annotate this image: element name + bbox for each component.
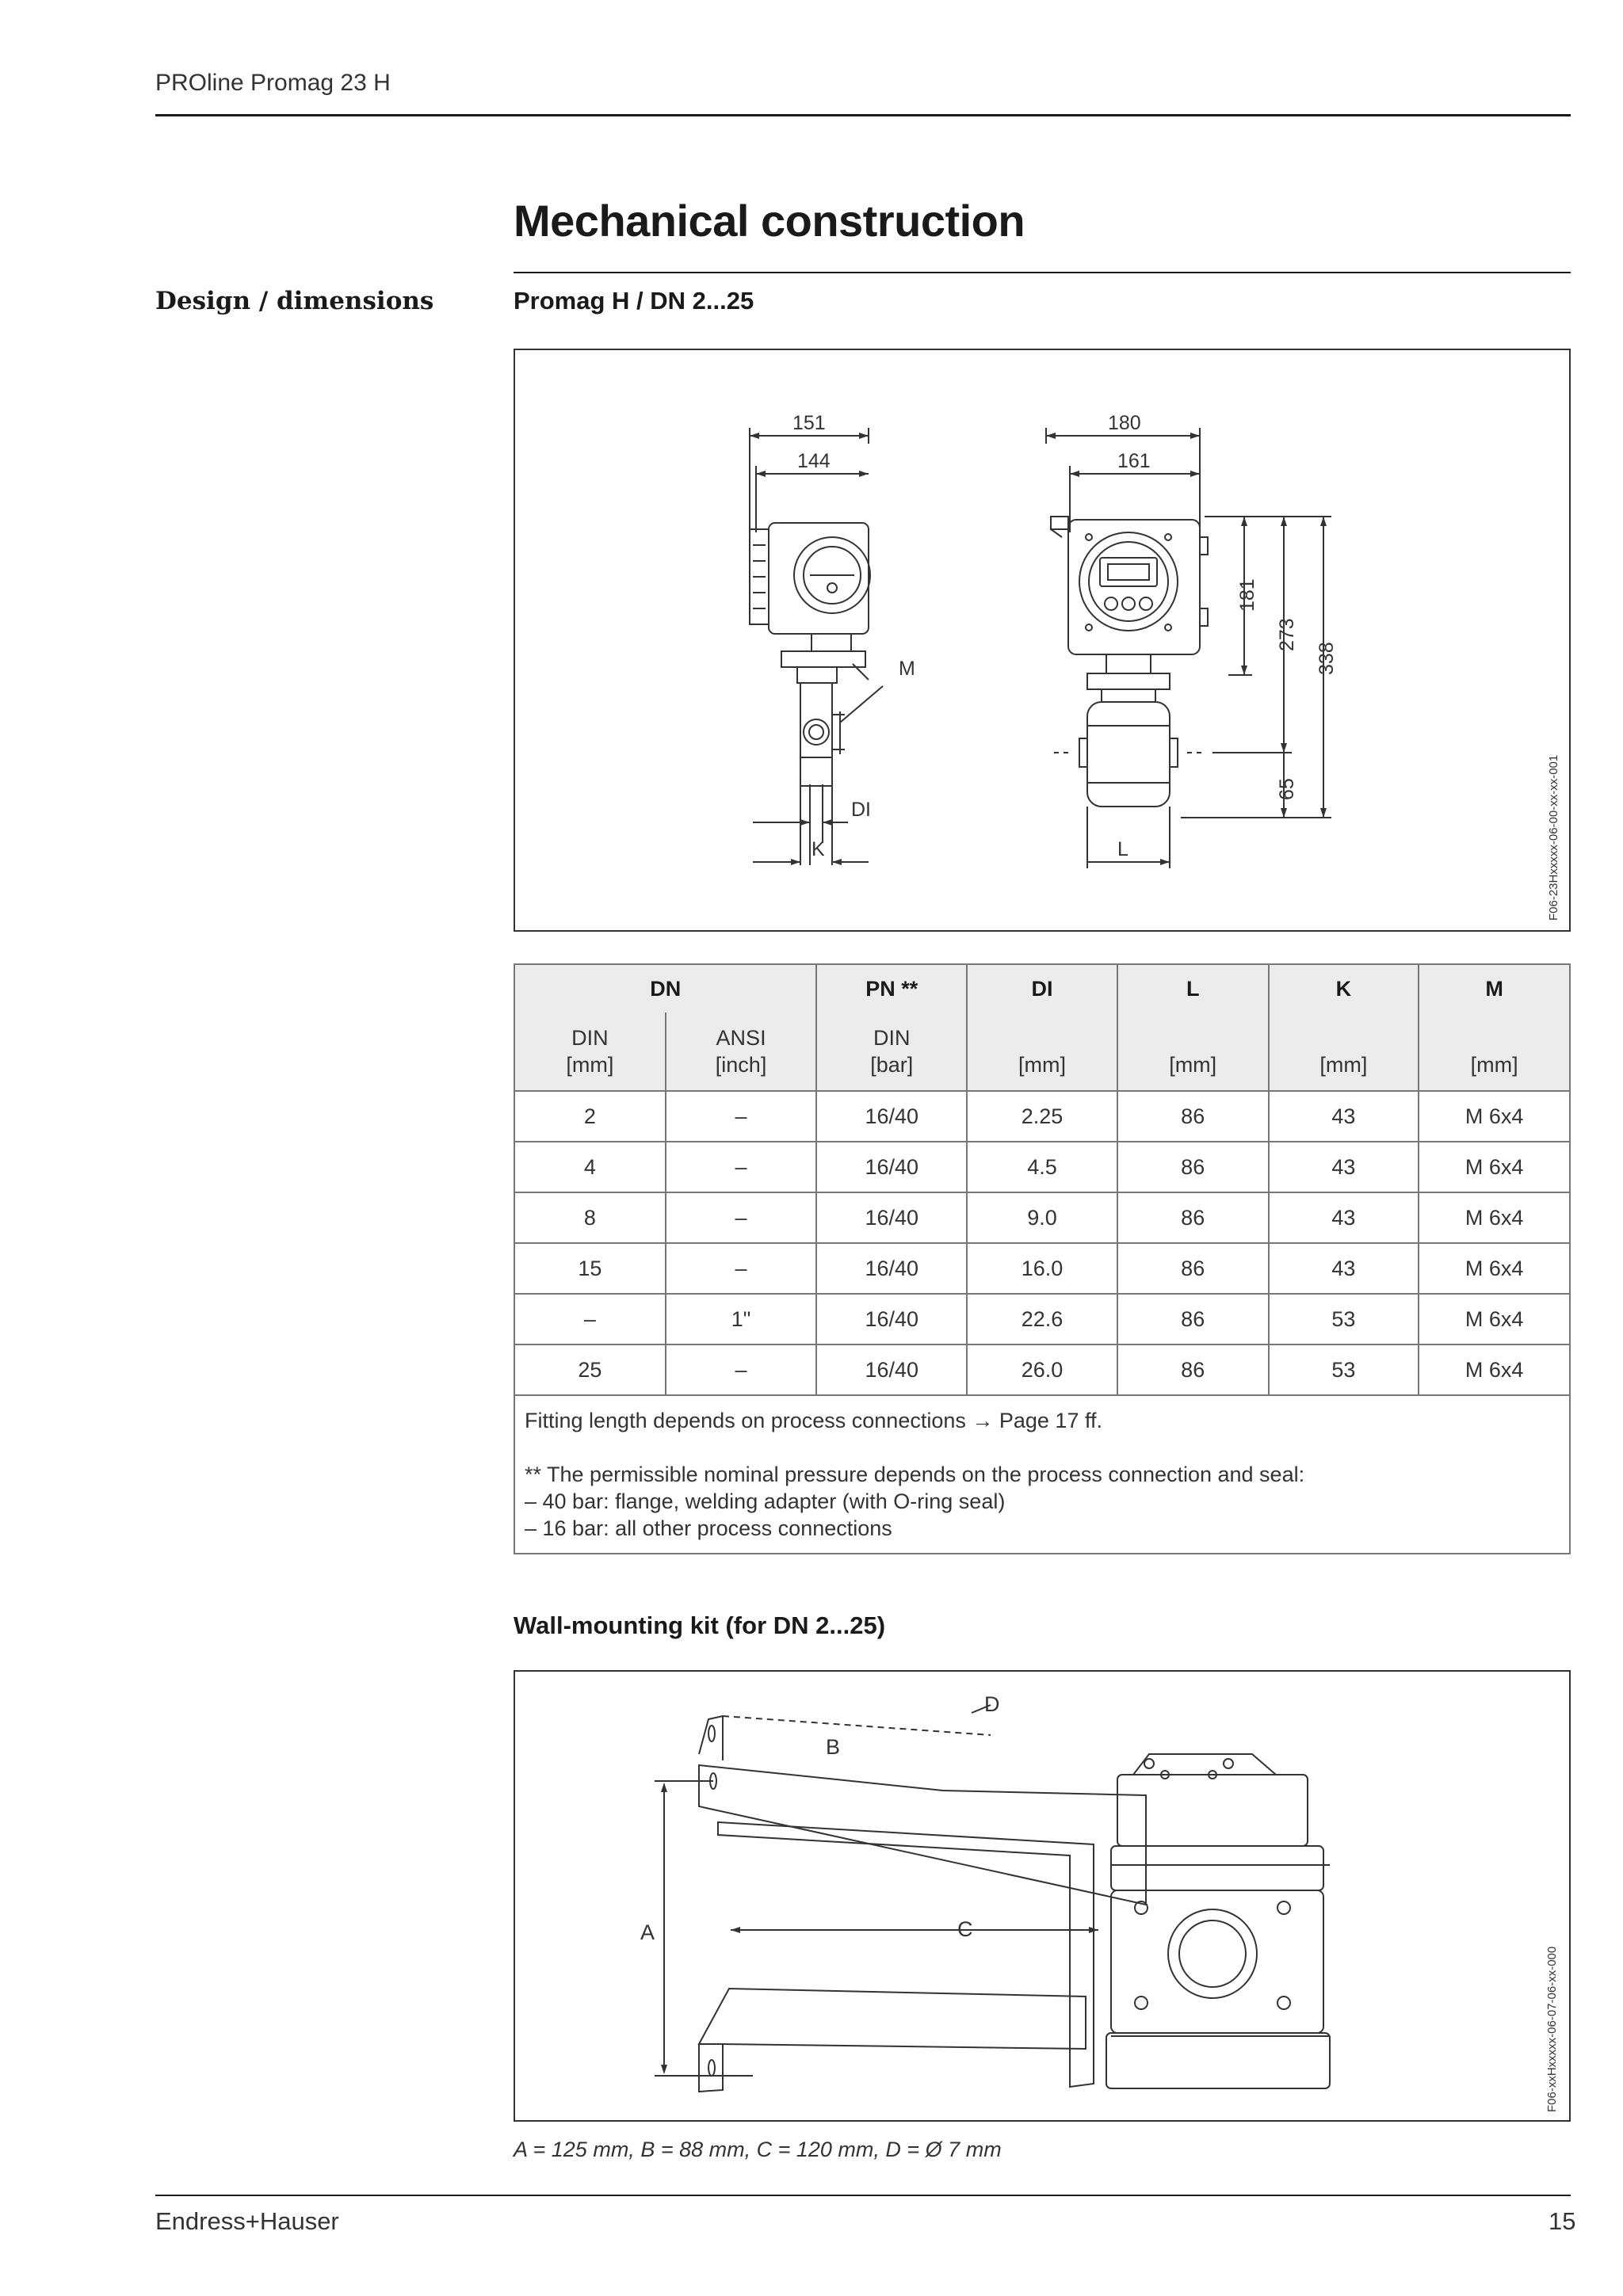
- footer-rule: [155, 2195, 1571, 2196]
- dim-161-label: 161: [1117, 450, 1151, 472]
- units-di: [mm]: [967, 1013, 1117, 1091]
- table-row: [514, 1091, 1570, 1142]
- note-fitting: Fitting length depends on process connections → Page 17 ff.: [525, 1409, 1102, 1432]
- cell: 22.6: [967, 1294, 1117, 1344]
- cell: M 6x4: [1419, 1344, 1570, 1395]
- cell: M 6x4: [1419, 1294, 1570, 1344]
- cell: 16/40: [816, 1091, 967, 1142]
- units-k: [mm]: [1269, 1013, 1419, 1091]
- figure2-caption: A = 125 mm, B = 88 mm, C = 120 mm, D = Ø 7 mm: [514, 2138, 1002, 2161]
- dim-151-label: 151: [792, 412, 826, 434]
- cell: M 6x4: [1419, 1192, 1570, 1243]
- cell: –: [666, 1243, 817, 1294]
- cell: 43: [1269, 1243, 1419, 1294]
- cell: M 6x4: [1419, 1091, 1570, 1142]
- label-b: B: [826, 1735, 841, 1759]
- units-l: [mm]: [1117, 1013, 1269, 1091]
- cell: –: [666, 1142, 817, 1192]
- table-header-row: [514, 964, 1570, 1013]
- table-row: [514, 1142, 1570, 1192]
- cell: M 6x4: [1419, 1142, 1570, 1192]
- cell: 86: [1117, 1294, 1269, 1344]
- units-m: [mm]: [1419, 1013, 1570, 1091]
- dim-338-label: 338: [1316, 642, 1338, 675]
- cell: 8: [514, 1192, 666, 1243]
- table-row: [514, 1294, 1570, 1344]
- cell: 86: [1117, 1192, 1269, 1243]
- dim-273-label: 273: [1276, 618, 1298, 651]
- table-units-row: [514, 1013, 1570, 1091]
- cell: M 6x4: [1419, 1243, 1570, 1294]
- cell: –: [666, 1091, 817, 1142]
- wall-mounting-drawing: [515, 1672, 1569, 2120]
- dim-k-label: K: [812, 838, 825, 860]
- units-ansi: ANSI [inch]: [666, 1013, 817, 1091]
- figure2-code: F06-xxHxxxxx-06-07-06-xx-000: [1545, 1946, 1559, 2112]
- cell: 43: [1269, 1192, 1419, 1243]
- label-d: D: [984, 1692, 1000, 1716]
- note-line: ** The permissible nominal pressure depends on the process connection and seal:: [525, 1463, 1305, 1486]
- cell: 43: [1269, 1091, 1419, 1142]
- cell: 4.5: [967, 1142, 1117, 1192]
- figure1-heading: Promag H / DN 2...25: [514, 287, 754, 315]
- units-pn: DIN [bar]: [816, 1013, 967, 1091]
- footer-brand: Endress+Hauser: [155, 2207, 339, 2235]
- cell: 16/40: [816, 1243, 967, 1294]
- cell: 43: [1269, 1142, 1419, 1192]
- dim-m-label: M: [899, 658, 915, 680]
- cell: 15: [514, 1243, 666, 1294]
- dim-65-label: 65: [1276, 778, 1298, 800]
- title-rule: [514, 272, 1571, 273]
- note-line: – 16 bar: all other process connections: [525, 1516, 892, 1540]
- cell: 86: [1117, 1142, 1269, 1192]
- cell: 16.0: [967, 1243, 1117, 1294]
- wall-mounting-figure: [514, 1670, 1571, 2122]
- cell: 4: [514, 1142, 666, 1192]
- cell: 53: [1269, 1294, 1419, 1344]
- figure2-heading: Wall-mounting kit (for DN 2...25): [514, 1611, 886, 1639]
- dim-di-label: DI: [851, 799, 871, 821]
- cell: 2: [514, 1091, 666, 1142]
- label-a: A: [640, 1920, 655, 1944]
- cell: 16/40: [816, 1294, 967, 1344]
- dimension-drawing-figure: [514, 349, 1571, 932]
- table-row: [514, 1344, 1570, 1395]
- cell: –: [514, 1294, 666, 1344]
- dim-l-label: L: [1117, 838, 1128, 860]
- header-dn: DN: [514, 964, 816, 1013]
- header-pn: PN **: [816, 964, 967, 1013]
- header-rule: [155, 114, 1571, 116]
- dimensions-table: [514, 963, 1571, 1554]
- units-din: DIN [mm]: [514, 1013, 666, 1091]
- cell: 16/40: [816, 1142, 967, 1192]
- header-k: K: [1269, 964, 1419, 1013]
- table-row: [514, 1192, 1570, 1243]
- figure1-code: F06-23Hxxxxx-06-00-xx-xx-001: [1547, 754, 1560, 921]
- cell: 25: [514, 1344, 666, 1395]
- page-number: 15: [1549, 2207, 1576, 2235]
- cell: 9.0: [967, 1192, 1117, 1243]
- table-notes: [514, 1395, 1570, 1554]
- section-label: Design / dimensions: [155, 287, 434, 315]
- table-row: [514, 1243, 1570, 1294]
- label-c: C: [957, 1917, 973, 1941]
- cell: 86: [1117, 1243, 1269, 1294]
- cell: 26.0: [967, 1344, 1117, 1395]
- header-di: DI: [967, 964, 1117, 1013]
- dim-180-label: 180: [1108, 412, 1141, 434]
- table-notes-row: [514, 1395, 1570, 1554]
- cell: –: [666, 1192, 817, 1243]
- cell: 16/40: [816, 1344, 967, 1395]
- dimension-drawing: [515, 350, 1569, 930]
- cell: 2.25: [967, 1091, 1117, 1142]
- page-title: Mechanical construction: [514, 196, 1025, 246]
- dim-181-label: 181: [1236, 578, 1258, 612]
- cell: 86: [1117, 1091, 1269, 1142]
- header-m: M: [1419, 964, 1570, 1013]
- header-l: L: [1117, 964, 1269, 1013]
- cell: 1": [666, 1294, 817, 1344]
- cell: 53: [1269, 1344, 1419, 1395]
- running-title: PROline Promag 23 H: [155, 70, 391, 96]
- cell: 16/40: [816, 1192, 967, 1243]
- dim-144-label: 144: [797, 450, 831, 472]
- cell: 86: [1117, 1344, 1269, 1395]
- note-line: – 40 bar: flange, welding adapter (with O-ring seal): [525, 1489, 1006, 1513]
- cell: –: [666, 1344, 817, 1395]
